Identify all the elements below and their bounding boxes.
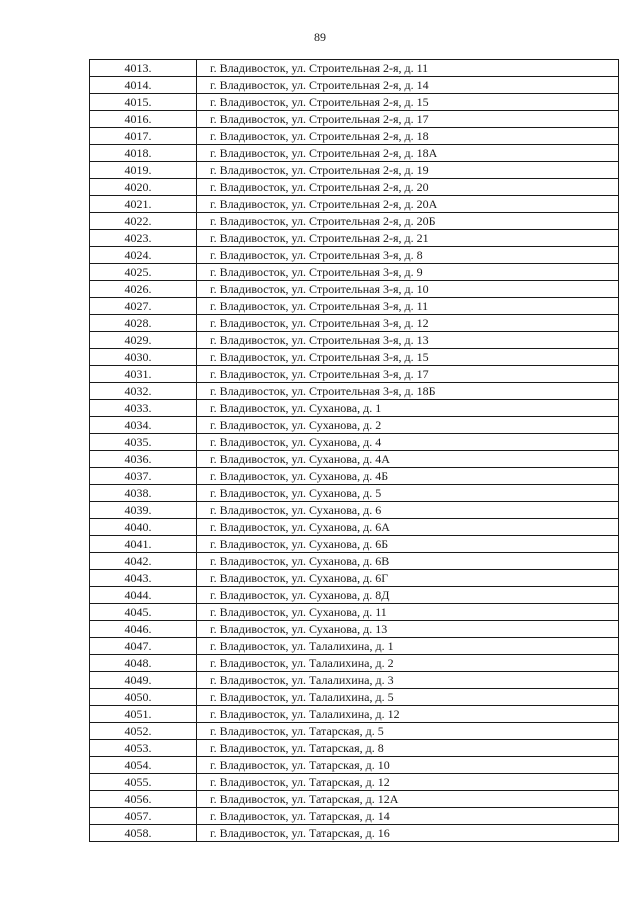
row-number-cell: 4032. — [90, 383, 197, 400]
address-cell: г. Владивосток, ул. Суханова, д. 8Д — [197, 587, 619, 604]
address-cell: г. Владивосток, ул. Строительная 2-я, д. 14 — [197, 77, 619, 94]
address-cell: г. Владивосток, ул. Строительная 3-я, д. 13 — [197, 332, 619, 349]
address-cell: г. Владивосток, ул. Талалихина, д. 2 — [197, 655, 619, 672]
row-number-cell: 4044. — [90, 587, 197, 604]
table-row — [90, 740, 619, 757]
row-number-cell: 4020. — [90, 179, 197, 196]
row-number-cell: 4042. — [90, 553, 197, 570]
table-row — [90, 468, 619, 485]
address-cell: г. Владивосток, ул. Суханова, д. 2 — [197, 417, 619, 434]
table-row — [90, 366, 619, 383]
row-number-cell: 4052. — [90, 723, 197, 740]
table-row — [90, 383, 619, 400]
address-cell: г. Владивосток, ул. Строительная 2-я, д. 20А — [197, 196, 619, 213]
page-number: 89 — [314, 30, 326, 44]
table-row — [90, 485, 619, 502]
row-number-cell: 4026. — [90, 281, 197, 298]
row-number-cell: 4047. — [90, 638, 197, 655]
table-row — [90, 638, 619, 655]
address-cell: г. Владивосток, ул. Суханова, д. 6Б — [197, 536, 619, 553]
address-cell: г. Владивосток, ул. Суханова, д. 6 — [197, 502, 619, 519]
table-row — [90, 315, 619, 332]
address-cell: г. Владивосток, ул. Строительная 2-я, д. 21 — [197, 230, 619, 247]
row-number-cell: 4023. — [90, 230, 197, 247]
table-row — [90, 706, 619, 723]
table-row — [90, 757, 619, 774]
address-cell: г. Владивосток, ул. Татарская, д. 16 — [197, 825, 619, 842]
table-row — [90, 621, 619, 638]
row-number-cell: 4049. — [90, 672, 197, 689]
row-number-cell: 4046. — [90, 621, 197, 638]
address-cell: г. Владивосток, ул. Строительная 2-я, д. 18А — [197, 145, 619, 162]
address-cell: г. Владивосток, ул. Строительная 2-я, д. 20 — [197, 179, 619, 196]
address-cell: г. Владивосток, ул. Суханова, д. 6А — [197, 519, 619, 536]
row-number-cell: 4018. — [90, 145, 197, 162]
table-row — [90, 587, 619, 604]
row-number-cell: 4056. — [90, 791, 197, 808]
row-number-cell: 4017. — [90, 128, 197, 145]
table-row — [90, 536, 619, 553]
row-number-cell: 4045. — [90, 604, 197, 621]
row-number-cell: 4040. — [90, 519, 197, 536]
address-cell: г. Владивосток, ул. Строительная 3-я, д. 18Б — [197, 383, 619, 400]
table-row — [90, 808, 619, 825]
table-row — [90, 162, 619, 179]
row-number-cell: 4050. — [90, 689, 197, 706]
address-cell: г. Владивосток, ул. Строительная 3-я, д. 10 — [197, 281, 619, 298]
table-row — [90, 689, 619, 706]
row-number-cell: 4035. — [90, 434, 197, 451]
table-row — [90, 434, 619, 451]
row-number-cell: 4019. — [90, 162, 197, 179]
table-row — [90, 570, 619, 587]
address-cell: г. Владивосток, ул. Строительная 2-я, д. 17 — [197, 111, 619, 128]
row-number-cell: 4043. — [90, 570, 197, 587]
row-number-cell: 4027. — [90, 298, 197, 315]
table-row — [90, 77, 619, 94]
row-number-cell: 4028. — [90, 315, 197, 332]
row-number-cell: 4054. — [90, 757, 197, 774]
address-cell: г. Владивосток, ул. Татарская, д. 12А — [197, 791, 619, 808]
row-number-cell: 4039. — [90, 502, 197, 519]
row-number-cell: 4051. — [90, 706, 197, 723]
row-number-cell: 4013. — [90, 60, 197, 77]
row-number-cell: 4034. — [90, 417, 197, 434]
table-row — [90, 672, 619, 689]
row-number-cell: 4031. — [90, 366, 197, 383]
row-number-cell: 4055. — [90, 774, 197, 791]
row-number-cell: 4022. — [90, 213, 197, 230]
row-number-cell: 4016. — [90, 111, 197, 128]
row-number-cell: 4048. — [90, 655, 197, 672]
address-cell: г. Владивосток, ул. Суханова, д. 6В — [197, 553, 619, 570]
row-number-cell: 4036. — [90, 451, 197, 468]
row-number-cell: 4041. — [90, 536, 197, 553]
address-cell: г. Владивосток, ул. Строительная 3-я, д. 17 — [197, 366, 619, 383]
table-row — [90, 519, 619, 536]
row-number-cell: 4053. — [90, 740, 197, 757]
row-number-cell: 4021. — [90, 196, 197, 213]
address-cell: г. Владивосток, ул. Суханова, д. 1 — [197, 400, 619, 417]
row-number-cell: 4024. — [90, 247, 197, 264]
table-row — [90, 502, 619, 519]
address-cell: г. Владивосток, ул. Талалихина, д. 5 — [197, 689, 619, 706]
table-row — [90, 417, 619, 434]
table-row — [90, 196, 619, 213]
address-cell: г. Владивосток, ул. Талалихина, д. 3 — [197, 672, 619, 689]
address-cell: г. Владивосток, ул. Суханова, д. 4А — [197, 451, 619, 468]
address-table-body — [90, 60, 619, 842]
table-row — [90, 298, 619, 315]
address-cell: г. Владивосток, ул. Татарская, д. 12 — [197, 774, 619, 791]
table-row — [90, 723, 619, 740]
address-cell: г. Владивосток, ул. Татарская, д. 14 — [197, 808, 619, 825]
row-number-cell: 4029. — [90, 332, 197, 349]
table-row — [90, 349, 619, 366]
table-row — [90, 604, 619, 621]
address-cell: г. Владивосток, ул. Талалихина, д. 12 — [197, 706, 619, 723]
table-row — [90, 655, 619, 672]
row-number-cell: 4038. — [90, 485, 197, 502]
table-row — [90, 111, 619, 128]
address-cell: г. Владивосток, ул. Строительная 2-я, д. 18 — [197, 128, 619, 145]
address-cell: г. Владивосток, ул. Строительная 2-я, д. 19 — [197, 162, 619, 179]
address-cell: г. Владивосток, ул. Татарская, д. 10 — [197, 757, 619, 774]
address-cell: г. Владивосток, ул. Строительная 3-я, д. 12 — [197, 315, 619, 332]
address-table — [89, 59, 619, 842]
address-cell: г. Владивосток, ул. Суханова, д. 4 — [197, 434, 619, 451]
table-row — [90, 774, 619, 791]
table-row — [90, 825, 619, 842]
table-row — [90, 264, 619, 281]
address-cell: г. Владивосток, ул. Суханова, д. 13 — [197, 621, 619, 638]
table-row — [90, 145, 619, 162]
row-number-cell: 4057. — [90, 808, 197, 825]
address-cell: г. Владивосток, ул. Строительная 2-я, д. 20Б — [197, 213, 619, 230]
table-row — [90, 281, 619, 298]
address-cell: г. Владивосток, ул. Строительная 3-я, д. 11 — [197, 298, 619, 315]
address-cell: г. Владивосток, ул. Татарская, д. 8 — [197, 740, 619, 757]
row-number-cell: 4037. — [90, 468, 197, 485]
address-cell: г. Владивосток, ул. Строительная 3-я, д. 15 — [197, 349, 619, 366]
table-row — [90, 213, 619, 230]
address-cell: г. Владивосток, ул. Строительная 2-я, д. 15 — [197, 94, 619, 111]
table-row — [90, 60, 619, 77]
table-row — [90, 400, 619, 417]
table-row — [90, 332, 619, 349]
table-row — [90, 230, 619, 247]
row-number-cell: 4014. — [90, 77, 197, 94]
row-number-cell: 4058. — [90, 825, 197, 842]
table-row — [90, 128, 619, 145]
address-cell: г. Владивосток, ул. Суханова, д. 5 — [197, 485, 619, 502]
table-row — [90, 553, 619, 570]
table-row — [90, 94, 619, 111]
row-number-cell: 4025. — [90, 264, 197, 281]
address-cell: г. Владивосток, ул. Строительная 3-я, д. 8 — [197, 247, 619, 264]
table-row — [90, 179, 619, 196]
row-number-cell: 4015. — [90, 94, 197, 111]
address-cell: г. Владивосток, ул. Татарская, д. 5 — [197, 723, 619, 740]
table-row — [90, 247, 619, 264]
address-cell: г. Владивосток, ул. Строительная 2-я, д. 11 — [197, 60, 619, 77]
address-cell: г. Владивосток, ул. Суханова, д. 11 — [197, 604, 619, 621]
address-cell: г. Владивосток, ул. Талалихина, д. 1 — [197, 638, 619, 655]
address-cell: г. Владивосток, ул. Суханова, д. 6Г — [197, 570, 619, 587]
row-number-cell: 4030. — [90, 349, 197, 366]
table-row — [90, 451, 619, 468]
table-row — [90, 791, 619, 808]
row-number-cell: 4033. — [90, 400, 197, 417]
address-cell: г. Владивосток, ул. Строительная 3-я, д. 9 — [197, 264, 619, 281]
address-cell: г. Владивосток, ул. Суханова, д. 4Б — [197, 468, 619, 485]
